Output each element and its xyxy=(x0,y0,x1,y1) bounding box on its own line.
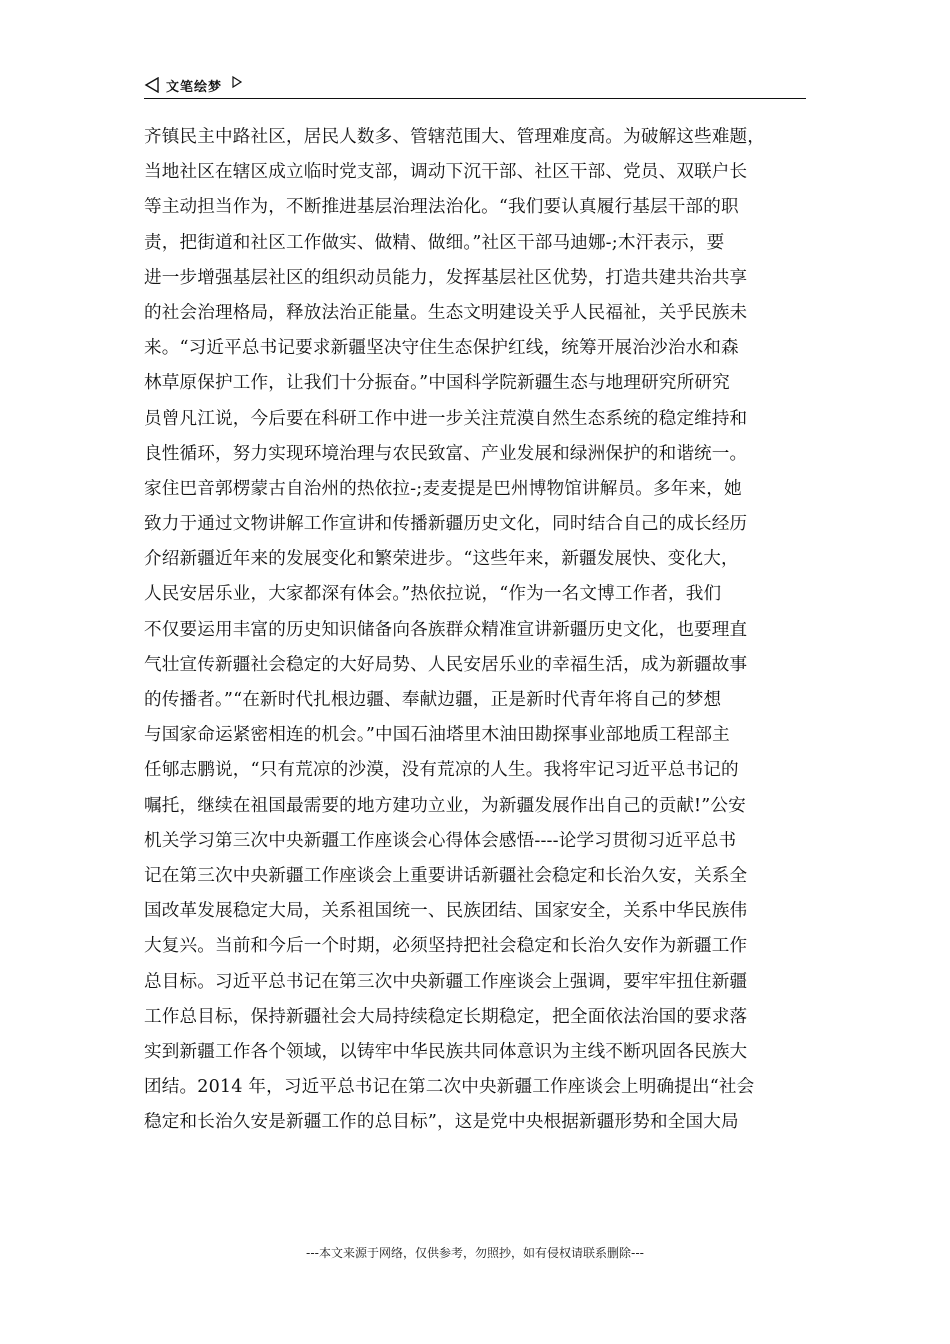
text-line: 家住巴音郭楞蒙古自治州的热依拉-;麦麦提是巴州博物馆讲解员。多年来，她 xyxy=(144,478,742,499)
text-line: 当地社区在辖区成立临时党支部，调动下沉干部、社区干部、党员、双联户长 xyxy=(144,162,748,183)
text-line: 任郇志鹏说，“只有荒凉的沙漠，没有荒凉的人生。我将牢记习近平总书记的 xyxy=(144,760,739,781)
text-line: 良性循环，努力实现环境治理与农民致富、产业发展和绿洲保护的和谐统一。 xyxy=(144,443,748,464)
header-title: 文笔绘梦 xyxy=(166,80,223,95)
text-line: 的社会治理格局，释放法治正能量。生态文明建设关乎人民福祉，关乎民族未 xyxy=(144,302,748,323)
text-line: 齐镇民主中路社区，居民人数多、管辖范围大、管理难度高。为破解这些难题， xyxy=(144,127,766,147)
text-line: 来。“习近平总书记要求新疆坚决守住生态保护红线，统筹开展治沙治水和森 xyxy=(144,338,739,359)
text-line: 稳定和长治久安是新疆工作的总目标”，这是党中央根据新疆形势和全国大局 xyxy=(144,1112,739,1133)
text-line: 总目标。习近平总书记在第三次中央新疆工作座谈会上强调，要牢牢扭住新疆 xyxy=(144,971,748,992)
text-line: 的传播者。”“在新时代扎根边疆、奉献边疆，正是新时代青年将自己的梦想 xyxy=(144,690,722,710)
text-line: 实到新疆工作各个领域，以铸牢中华民族共同体意识为主线不断巩固各民族大 xyxy=(144,1041,748,1062)
text-line: 介绍新疆近年来的发展变化和繁荣进步。“这些年来，新疆发展快、变化大， xyxy=(144,549,739,570)
document-body xyxy=(144,120,806,1140)
text-line: 气壮宣传新疆社会稳定的大好局势、人民安居乐业的幸福生活，成为新疆故事 xyxy=(144,654,748,675)
text-line: 记在第三次中央新疆工作座谈会上重要讲话新疆社会稳定和长治久安，关系全 xyxy=(144,865,748,886)
text-line: 工作总目标，保持新疆社会大局持续稳定长期稳定，把全面依法治国的要求落 xyxy=(144,1006,748,1027)
text-line: 大复兴。当前和今后一个时期，必须坚持把社会稳定和长治久安作为新疆工作 xyxy=(144,936,748,957)
triangle-right-icon xyxy=(231,75,243,89)
text-line: 致力于通过文物讲解工作宣讲和传播新疆历史文化，同时结合自己的成长经历 xyxy=(144,514,748,535)
text-line: 与国家命运紧密相连的机会。”中国石油塔里木油田勘探事业部地质工程部主 xyxy=(144,725,730,746)
text-line: 员曾凡江说，今后要在科研工作中进一步关注荒漠自然生态系统的稳定维持和 xyxy=(144,408,748,429)
text-line: 国改革发展稳定大局，关系祖国统一、民族团结、国家安全，关系中华民族伟 xyxy=(144,901,748,922)
text-line: 林草原保护工作，让我们十分振奋。”中国科学院新疆生态与地理研究所研究 xyxy=(144,373,730,394)
text-line: 等主动担当作为，不断推进基层治理法治化。“我们要认真履行基层干部的职 xyxy=(144,197,739,218)
text-line: 团结。2014 年，习近平总书记在第二次中央新疆工作座谈会上明确提出“社会 xyxy=(144,1077,755,1098)
text-line: 责，把街道和社区工作做实、做精、做细。”社区干部马迪娜-;木汗表示，要 xyxy=(144,232,725,253)
text-line: 进一步增强基层社区的组织动员能力，发挥基层社区优势，打造共建共治共享 xyxy=(144,267,748,288)
text-line: 人民安居乐业，大家都深有体会。”热依拉说，“作为一名文博工作者，我们 xyxy=(144,584,722,605)
text-line: 机关学习第三次中央新疆工作座谈会心得体会感悟----论学习贯彻习近平总书 xyxy=(144,830,737,851)
page-header xyxy=(144,72,806,99)
text-line: 嘱托，继续在祖国最需要的地方建功立业，为新疆发展作出自己的贡献!”公安 xyxy=(144,795,746,816)
triangle-left-icon xyxy=(144,77,160,93)
footer-notice: ---本文来源于网络，仅供参考，勿照抄，如有侵权请联系删除--- xyxy=(306,1246,644,1260)
text-line: 不仅要运用丰富的历史知识储备向各族群众精准宣讲新疆历史文化，也要理直 xyxy=(144,619,748,640)
